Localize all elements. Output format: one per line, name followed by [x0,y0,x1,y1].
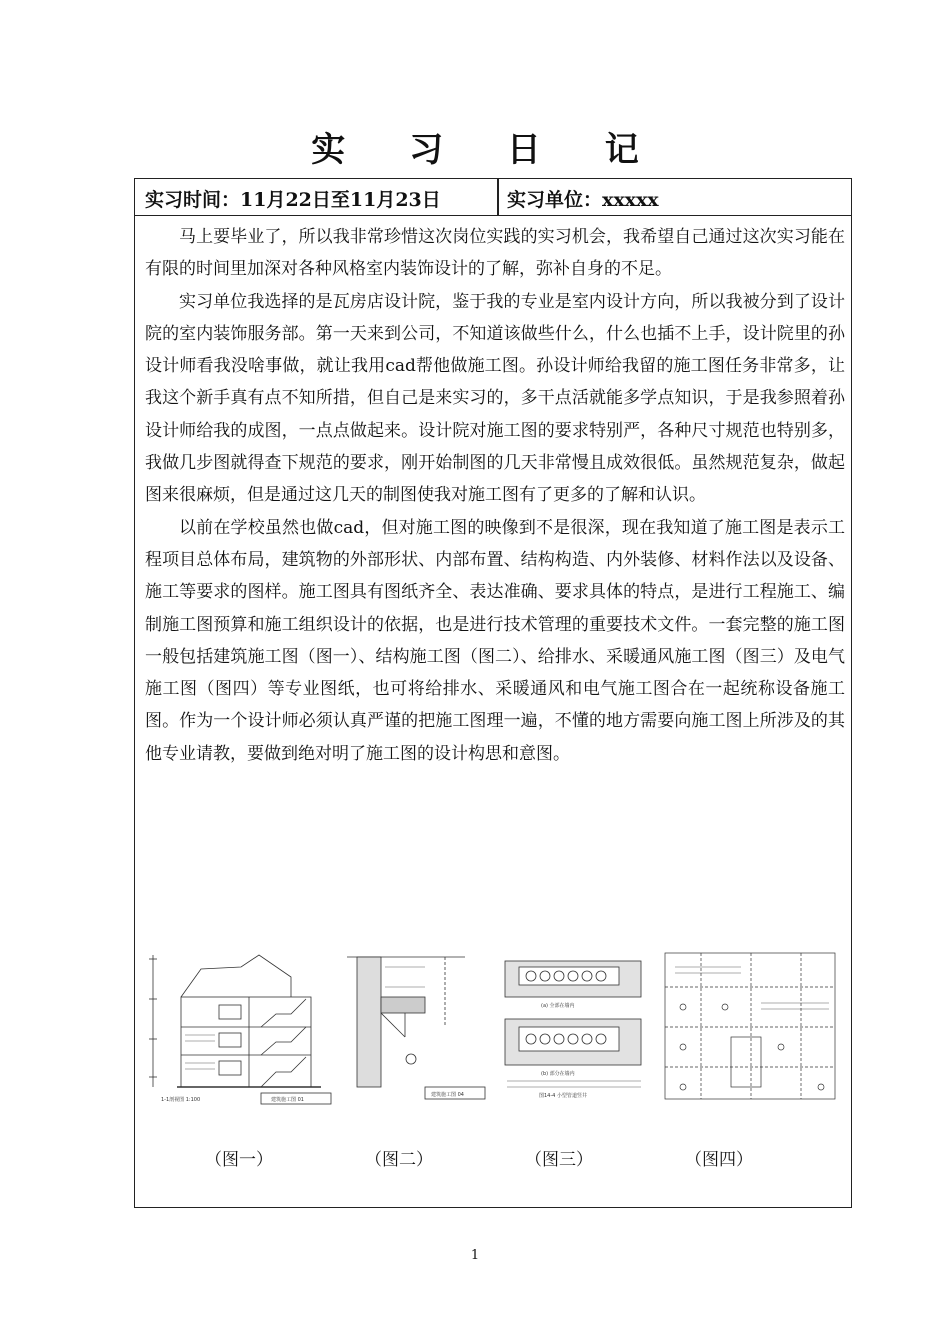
page-number: 1 [470,1248,480,1263]
figure-3-caption-a: (a) 全部在墙内 [541,1003,575,1009]
paragraph: 实习单位我选择的是瓦房店设计院，鉴于我的专业是室内设计方向，所以我被分到了设计院的室内装饰服务部。第一天来到公司，不知道该做些什么，什么也插不上手，设计院里的孙设计师看我没啥事做，就让我用cad帮他做施工图。孙设计师给我留的施工图任务非常多，让我这个新手真有点不知所措，但自己是来实习的，多干点活就能多学点知识，于是我参照着孙设计师给我的成图，一点点做起来。设计院对施工图的要求特别严，各种尺寸规范也特别多，我做几步图就得查下规范的要求，刚开始制图的几天非常慢且成效很低。虽然规范复杂，做起图来很麻烦，但是通过这几天的制图使我对施工图有了更多的了解和认识。 [145,291,845,506]
internship-unit-label: 实习单位：xxxxx [507,189,659,211]
figure-3-caption: （图三） [525,1150,593,1170]
figure-4-caption: （图四） [685,1150,753,1170]
figure-4-electrical-plan [661,947,839,1107]
paragraph: 马上要毕业了，所以我非常珍惜这次岗位实践的实习机会，我希望自己通过这次实习能在有限的时间里加深对各种风格室内装饰设计的了解，弥补自身的不足。 [145,227,845,280]
column-divider [497,179,499,216]
figure-1-building-section [141,947,341,1107]
figure-3-title: 图14-4 小型管道竖井 [539,1093,587,1099]
internship-time-label: 实习时间：11月22日至11月23日 [145,189,441,211]
header-row [135,179,851,216]
figure-2-sheet-label: 建筑施工图 04 [431,1092,464,1098]
figure-strip [135,947,851,1107]
figure-3-caption-b: (b) 部分在墙内 [541,1071,575,1077]
figure-1-drawing-title: 1-1剖视图 1:100 [161,1097,201,1103]
figure-1-sheet-label: 建筑施工图 01 [271,1097,304,1103]
figure-2-structure-detail [345,947,493,1107]
diary-body [145,221,845,770]
figure-1-caption: （图一） [205,1150,273,1170]
document-title: 实 习 日 记 [311,130,665,170]
figure-2-caption: （图二） [365,1150,433,1170]
paragraph: 以前在学校虽然也做cad，但对施工图的映像到不是很深，现在我知道了施工图是表示工程项目总体布局，建筑物的外部形状、内部布置、结构构造、内外装修、材料作法以及设备、施工等要求的图样。施工图具有图纸齐全、表达准确、要求具体的特点，是进行工程施工、编制施工图预算和施工组织设计的依据，也是进行技术管理的重要技术文件。一套完整的施工图一般包括建筑施工图（图一）、结构施工图（图二）、给排水、采暖通风施工图（图三）及电气施工图（图四）等专业图纸，也可将给排水、采暖通风和电气施工图合在一起统称设备施工图。作为一个设计师必须认真严谨的把施工图理一遍，不懂的地方需要向施工图上所涉及的其他专业请教，要做到绝对明了施工图的设计构思和意图。 [145,517,845,764]
diary-table [134,178,852,1208]
figure-3-pipe-shaft [501,947,649,1107]
